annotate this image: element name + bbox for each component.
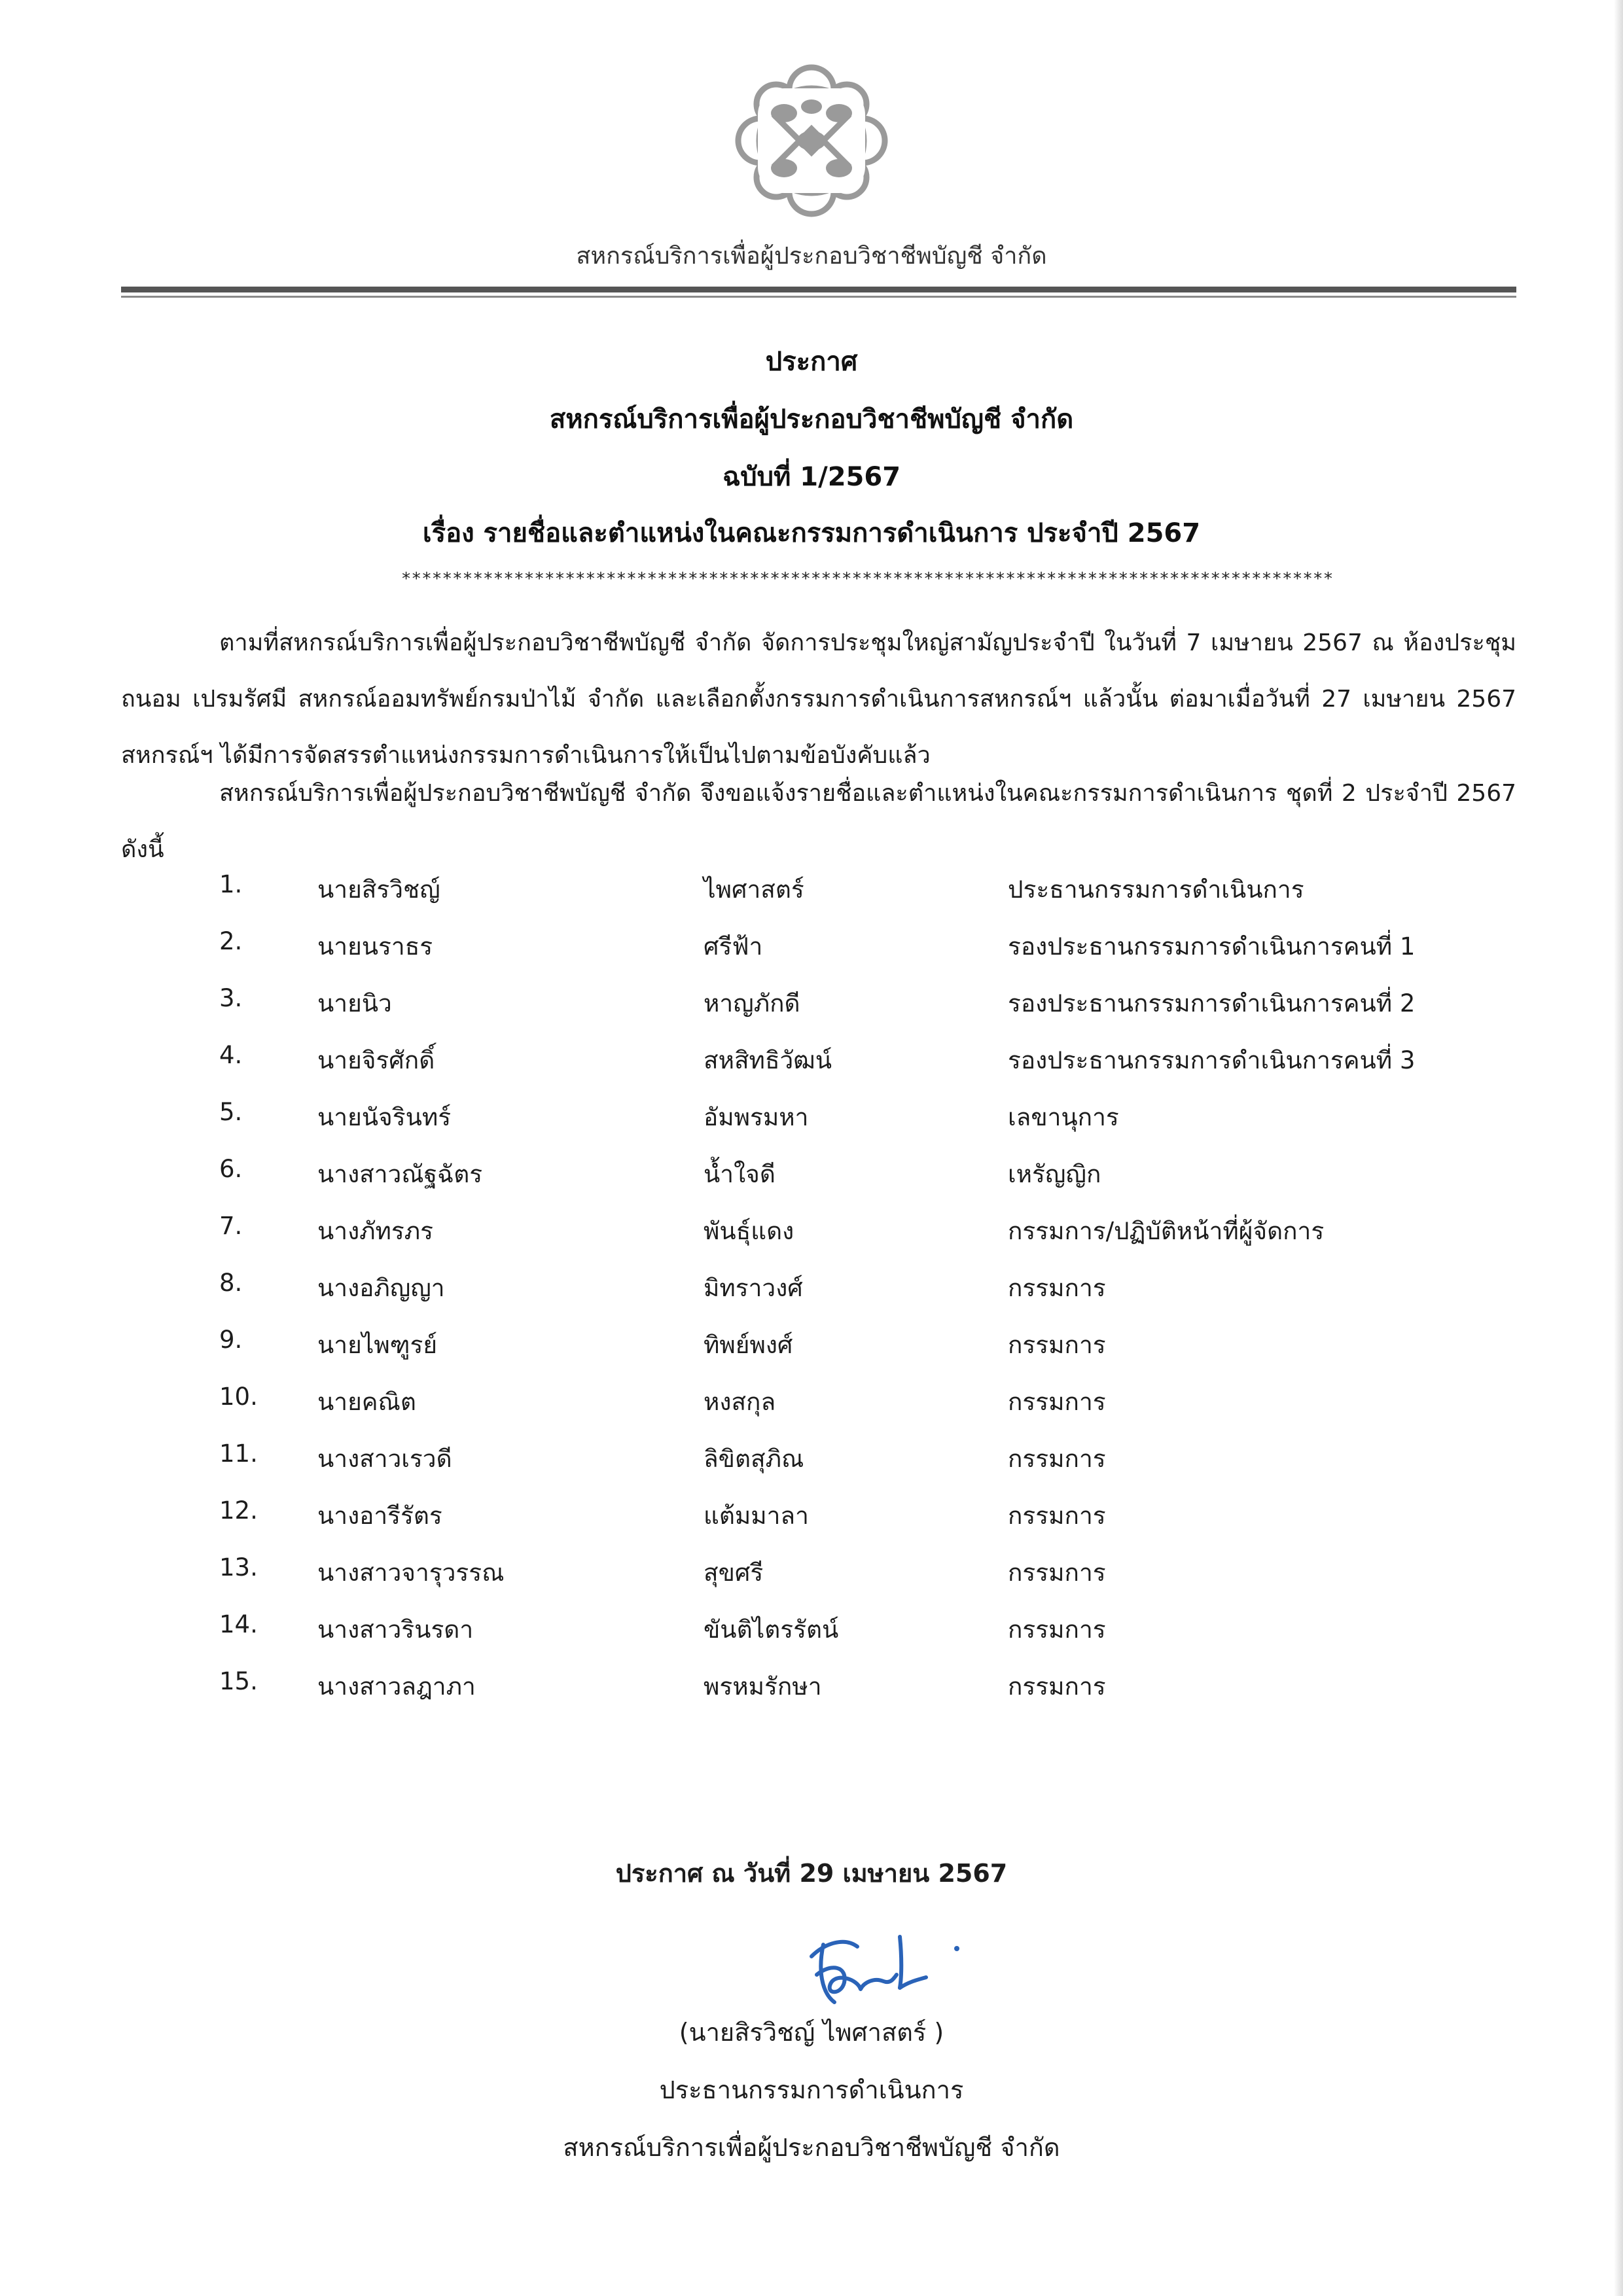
signer-title: ประธานกรรมการดำเนินการ: [659, 2075, 964, 2104]
member-last-name: สุขศรี: [704, 1559, 764, 1587]
member-position: รองประธานกรรมการดำเนินการคนที่ 1: [1008, 932, 1416, 961]
member-number: 9.: [219, 1326, 243, 1354]
member-first-name: นายไพฑูรย์: [317, 1331, 438, 1359]
member-last-name: พรหมรักษา: [704, 1672, 822, 1701]
member-last-name: ขันติไตรรัตน์: [704, 1616, 839, 1644]
member-position: ประธานกรรมการดำเนินการ: [1008, 875, 1304, 904]
member-first-name: นายนิว: [317, 989, 392, 1017]
body-paragraph-1-text: ตามที่สหกรณ์บริการเพื่อผู้ประกอบวิชาชีพบัญชี จำกัด จัดการประชุมใหญ่สามัญประจำปี ในวันที่ 7 เมษายน 2567 ณ ห้องประชุม ถนอม เปรมรัศมี สหกรณ์ออมทรัพย์กรมป่าไม้ จำกัด และเลือกตั้งกรรมการดำเนินการสหกรณ์ฯ แล้วนั้น ต่อมาเมื่อวันที่ 27 เมษายน 2567 สหกรณ์ฯ ได้มีการจัดสรรตำแหน่งกรรมการดำเนินการให้เป็นไปตามข้อบังคับแล้ว: [121, 629, 1516, 769]
list-item: [0, 1439, 1623, 1492]
member-last-name: ไพศาสตร์: [704, 875, 804, 904]
member-first-name: นายคณิต: [317, 1388, 416, 1416]
announcement-date: ประกาศ ณ วันที่ 29 เมษายน 2567: [615, 1859, 1008, 1888]
member-first-name: นายจิรศักดิ์: [317, 1046, 435, 1074]
letterhead-rule-thin: [121, 296, 1516, 298]
member-position: กรรมการ: [1008, 1559, 1106, 1587]
member-last-name: ศรีฟ้า: [704, 932, 763, 961]
list-item: [0, 1667, 1623, 1720]
list-item: [0, 1326, 1623, 1378]
list-item: [0, 1098, 1623, 1150]
member-number: 13.: [219, 1553, 258, 1581]
member-position: กรรมการ: [1008, 1445, 1106, 1473]
announcement-heading: ประกาศ: [765, 347, 858, 377]
member-last-name: อัมพรมหา: [704, 1103, 809, 1131]
member-first-name: นางสาวเรวดี: [317, 1445, 452, 1473]
member-number: 4.: [219, 1041, 243, 1069]
cooperative-logo-icon: [726, 62, 897, 219]
member-number: 15.: [219, 1667, 258, 1695]
member-number: 12.: [219, 1496, 258, 1525]
member-last-name: ลิขิตสุภิณ: [704, 1445, 804, 1473]
member-first-name: นายนัจรินทร์: [317, 1103, 452, 1131]
member-number: 7.: [219, 1212, 243, 1240]
letterhead-org-name: สหกรณ์บริการเพื่อผู้ประกอบวิชาชีพบัญชี จำกัด: [576, 243, 1047, 270]
member-position: กรรมการ: [1008, 1672, 1106, 1701]
list-item: [0, 1212, 1623, 1264]
member-number: 11.: [219, 1439, 258, 1468]
member-last-name: น้ำใจดี: [704, 1160, 776, 1188]
list-item: [0, 1553, 1623, 1606]
member-first-name: นางสาวลฎาภา: [317, 1672, 476, 1701]
list-item: [0, 984, 1623, 1036]
member-number: 3.: [219, 984, 243, 1012]
list-item: [0, 1041, 1623, 1093]
letterhead-rule: [121, 287, 1516, 292]
announcement-org: สหกรณ์บริการเพื่อผู้ประกอบวิชาชีพบัญชี จำกัด: [549, 404, 1074, 434]
member-position: เหรัญญิก: [1008, 1160, 1101, 1188]
handwritten-signature-icon: [785, 1917, 982, 2022]
member-position: กรรมการ: [1008, 1331, 1106, 1359]
member-number: 2.: [219, 927, 243, 955]
member-last-name: พันธุ์แดง: [704, 1217, 794, 1245]
list-item: [0, 870, 1623, 923]
member-number: 1.: [219, 870, 243, 898]
member-first-name: นางอภิญญา: [317, 1274, 445, 1302]
member-last-name: หงสกุล: [704, 1388, 776, 1416]
member-last-name: มิทราวงศ์: [704, 1274, 803, 1302]
member-position: กรรมการ: [1008, 1274, 1106, 1302]
list-item: [0, 1383, 1623, 1435]
body-paragraph-1: [121, 615, 1516, 784]
list-item: [0, 1269, 1623, 1321]
member-position: รองประธานกรรมการดำเนินการคนที่ 2: [1008, 989, 1416, 1017]
member-first-name: นางสาวณัฐฉัตร: [317, 1160, 483, 1188]
member-last-name: หาญภักดี: [704, 989, 800, 1017]
list-item: [0, 1496, 1623, 1549]
member-number: 8.: [219, 1269, 243, 1297]
member-first-name: นางสาวจารุวรรณ: [317, 1559, 505, 1587]
member-last-name: ทิพย์พงศ์: [704, 1331, 793, 1359]
member-number: 10.: [219, 1383, 258, 1411]
list-item: [0, 1610, 1623, 1663]
list-item: [0, 927, 1623, 980]
member-first-name: นางภัทรภร: [317, 1217, 434, 1245]
signer-name: (นายสิรวิชญ์ ไพศาสตร์ ): [679, 2018, 944, 2047]
star-separator: *******************************************************************************************: [401, 569, 1334, 589]
member-position: กรรมการ: [1008, 1388, 1106, 1416]
member-position: รองประธานกรรมการดำเนินการคนที่ 3: [1008, 1046, 1416, 1074]
signer-org: สหกรณ์บริการเพื่อผู้ประกอบวิชาชีพบัญชี จำกัด: [563, 2133, 1060, 2162]
member-number: 14.: [219, 1610, 258, 1638]
member-position: กรรมการ/ปฏิบัติหน้าที่ผู้จัดการ: [1008, 1217, 1325, 1245]
body-paragraph-2-text: สหกรณ์บริการเพื่อผู้ประกอบวิชาชีพบัญชี จำกัด จึงขอแจ้งรายชื่อและตำแหน่งในคณะกรรมการดำเนินการ ชุดที่ 2 ประจำปี 2567 ดังนี้: [121, 780, 1516, 863]
announcement-subject: เรื่อง รายชื่อและตำแหน่งในคณะกรรมการดำเนินการ ประจำปี 2567: [422, 518, 1201, 548]
member-first-name: นายนราธร: [317, 932, 433, 961]
member-number: 5.: [219, 1098, 243, 1126]
announcement-number: ฉบับที่ 1/2567: [722, 462, 901, 492]
member-first-name: นางอารีรัตร: [317, 1502, 442, 1530]
member-number: 6.: [219, 1155, 243, 1183]
list-item: [0, 1155, 1623, 1207]
body-paragraph-2: [121, 766, 1516, 878]
member-first-name: นายสิรวิชญ์: [317, 875, 440, 904]
member-position: เลขานุการ: [1008, 1103, 1119, 1131]
member-last-name: แต้มมาลา: [704, 1502, 809, 1530]
member-position: กรรมการ: [1008, 1616, 1106, 1644]
member-last-name: สหสิทธิวัฒน์: [704, 1046, 832, 1074]
member-first-name: นางสาวรินรดา: [317, 1616, 474, 1644]
member-position: กรรมการ: [1008, 1502, 1106, 1530]
